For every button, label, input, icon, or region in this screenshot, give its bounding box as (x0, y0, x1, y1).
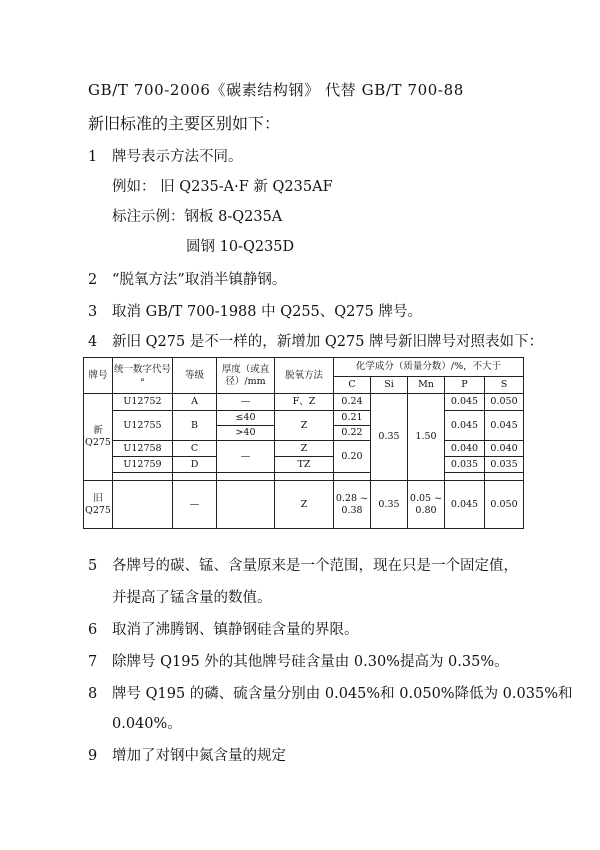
list-item-5 (88, 556, 518, 576)
table-cell-s: 0.040 (485, 441, 524, 457)
header-level: 等级 (173, 358, 217, 394)
item-text: 牌号 Q195 的磷、硫含量分别由 0.045%和 0.050%降低为 0.035%和 (112, 686, 573, 702)
table-cell-thickness (217, 481, 275, 529)
header-si: Si (371, 377, 408, 394)
list-item-8-continued: 0.040%。 (112, 716, 182, 732)
table-cell-level: A (173, 394, 217, 411)
item-number: 5 (88, 558, 98, 574)
table-cell-s: 0.050 (485, 394, 524, 411)
table-cell-s: 0.045 (485, 411, 524, 441)
list-item-5-continued: 并提高了锰含量的数值。 (112, 590, 272, 606)
table-cell-code (113, 481, 173, 529)
table-cell-s: 0.050 (485, 481, 524, 529)
table-cell-thickness: — (217, 394, 275, 411)
header-c: C (334, 377, 371, 394)
table-cell-c: 0.24 (334, 394, 371, 411)
item-number: 3 (88, 304, 98, 320)
grade-comparison-table (83, 357, 524, 529)
table-cell-code: U12755 (113, 411, 173, 441)
item-text: 增加了对钢中氮含量的规定 (112, 748, 286, 764)
header-code: 统一数字代号ᵃ (113, 358, 173, 394)
list-item-6 (88, 620, 359, 640)
table-cell-code: U12759 (113, 457, 173, 473)
item-number: 7 (88, 654, 98, 670)
table-cell-level: C (173, 441, 217, 457)
table-cell-deox: Z (275, 481, 334, 529)
header-grade: 牌号 (84, 358, 113, 394)
item-text: 除牌号 Q195 外的其他牌号硅含量由 0.30%提高为 0.35%。 (112, 654, 509, 670)
new-q275-grade: 新Q275 (84, 394, 113, 481)
list-item-9 (88, 746, 286, 766)
header-thickness: 厚度（或直径）/mm (217, 358, 275, 394)
header-deoxidation: 脱氧方法 (275, 358, 334, 394)
annotation-line-plate: 标注示例：钢板 8-Q235A (112, 209, 283, 225)
item-text: 取消 GB/T 700-1988 中 Q255、Q275 牌号。 (112, 304, 422, 320)
item-number: 9 (88, 748, 98, 764)
item-number: 4 (88, 334, 98, 350)
item-text: 新旧 Q275 是不一样的，新增加 Q275 牌号新旧牌号对照表如下： (112, 334, 544, 350)
table-cell-c: 0.22 (334, 426, 371, 441)
table-cell-c: 0.20 (334, 441, 371, 473)
header-p: P (445, 377, 485, 394)
table-cell-p: 0.040 (445, 441, 485, 457)
section-subtitle: 新旧标准的主要区别如下： (88, 114, 281, 133)
item-number: 8 (88, 686, 98, 702)
table-cell-code: U12752 (113, 394, 173, 411)
table-cell-p: 0.035 (445, 457, 485, 473)
table-cell-deox: Z (275, 441, 334, 457)
table-cell-si: 0.35 (371, 481, 408, 529)
table-cell-thickness: ≤40 (217, 411, 275, 426)
table-cell-p: 0.045 (445, 481, 485, 529)
item-text: “脱氧方法”取消半镇静钢。 (112, 272, 287, 288)
new-mn-value: 1.50 (408, 394, 445, 481)
list-item-3 (88, 302, 422, 322)
table-cell-deox: Z (275, 411, 334, 441)
table-cell-s: 0.035 (485, 457, 524, 473)
annotation-line-bar: 圆钢 10-Q235D (186, 239, 295, 255)
header-chemical-composition: 化学成分（质量分数）/%，不大于 (334, 358, 524, 377)
table-cell-mn: 0.05 ~ 0.80 (408, 481, 445, 529)
table-cell-thickness: — (217, 441, 275, 473)
table-cell-c: 0.21 (334, 411, 371, 426)
table-cell-p: 0.045 (445, 411, 485, 441)
table-cell-level: D (173, 457, 217, 473)
document-title: GB/T 700-2006《碳素结构钢》 代替 GB/T 700-88 (88, 81, 464, 99)
list-item-7 (88, 652, 509, 672)
item-number: 1 (88, 149, 98, 165)
table-cell-level: B (173, 411, 217, 441)
header-mn: Mn (408, 377, 445, 394)
new-si-value: 0.35 (371, 394, 408, 481)
list-item-2 (88, 270, 286, 290)
table-cell-p: 0.045 (445, 394, 485, 411)
item-text: 取消了沸腾钢、镇静钢硅含量的界限。 (112, 622, 359, 638)
old-q275-grade: 旧Q275 (84, 481, 113, 529)
table-cell-level: — (173, 481, 217, 529)
item-number: 6 (88, 622, 98, 638)
list-item-1 (88, 147, 243, 167)
table-cell-code: U12758 (113, 441, 173, 457)
list-item-8 (88, 684, 572, 704)
table-cell-c: 0.28 ~ 0.38 (334, 481, 371, 529)
table-cell-deox: F、Z (275, 394, 334, 411)
table-cell-thickness: >40 (217, 426, 275, 441)
item-text: 各牌号的碳、锰、含量原来是一个范围，现在只是一个固定值， (112, 558, 518, 574)
list-item-4 (88, 332, 543, 352)
item-number: 2 (88, 272, 98, 288)
item-text: 牌号表示方法不同。 (112, 149, 243, 165)
example-line: 例如： 旧 Q235-A·F 新 Q235AF (112, 179, 333, 195)
header-s: S (485, 377, 524, 394)
table-cell-deox: TZ (275, 457, 334, 473)
